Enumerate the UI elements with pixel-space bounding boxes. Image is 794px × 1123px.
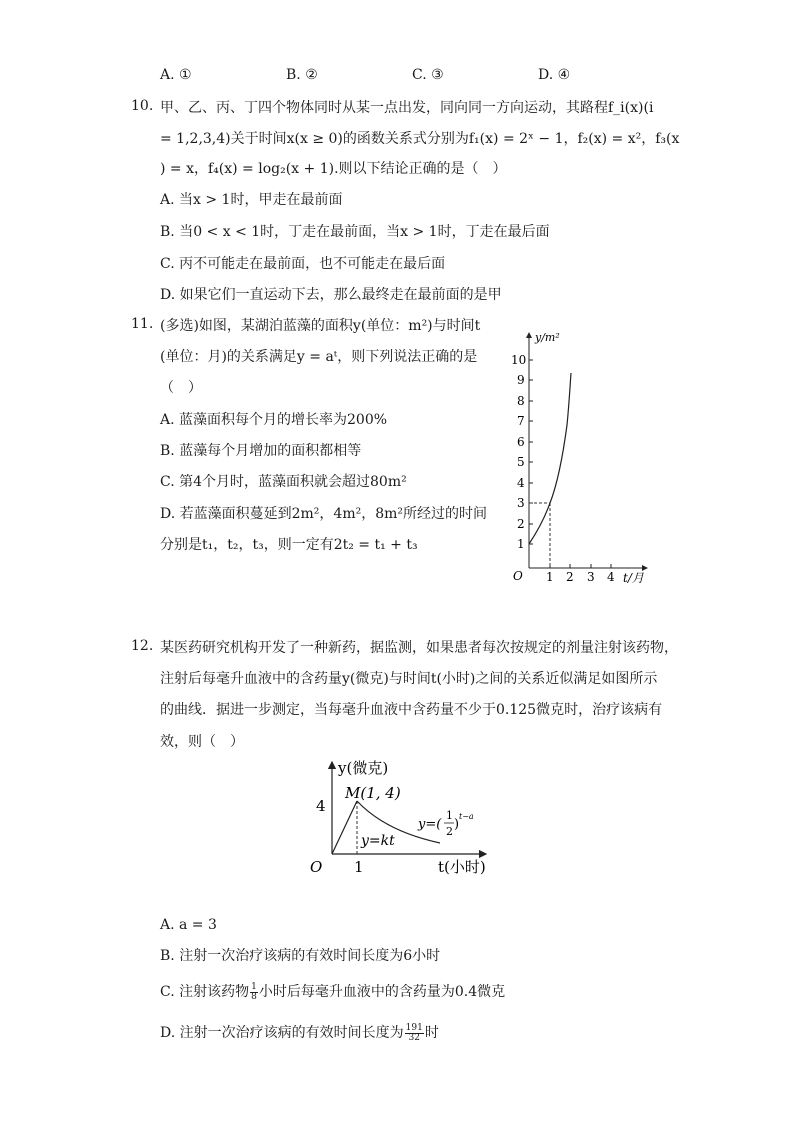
q12-curve-label-den: 2 (446, 825, 453, 838)
q12-stem-line-2: 注射后每毫升血液中的含药量y(微克)与时间t(小时)之间的关系近似满足如图所示 (160, 671, 658, 687)
q12-stem-line-3: 的曲线．据进一步测定，当每毫升血液中含药量不少于0.125微克时，治疗该病有 (160, 702, 663, 718)
q12-option-c-frac-den: 8 (251, 991, 257, 1002)
q11-graph (505, 325, 655, 587)
q10-number: 10. (131, 98, 154, 114)
q9-option-b: B. ② (286, 67, 318, 83)
q12-curve-label (417, 809, 474, 838)
q11-x-tick: 2 (566, 570, 574, 584)
q11-x-tick: 4 (607, 570, 615, 584)
q12-stem-line-4: 效，则（ ） (160, 734, 244, 750)
q12-y-axis-label: y(微克) (338, 759, 389, 777)
q12-option-d (160, 1023, 439, 1043)
q11-y-tick: 7 (517, 414, 525, 428)
q12-x-tick-1: 1 (354, 858, 364, 876)
q12-number: 12. (131, 638, 154, 654)
q11-option-b: B. 蓝藻每个月增加的面积都相等 (160, 443, 362, 459)
q11-option-a: A. 蓝藻面积每个月的增长率为200% (160, 412, 388, 428)
q10-stem-line-3: ) = x，f₄(x) = log₂(x + 1).则以下结论正确的是（ ） (160, 161, 507, 177)
q12-option-c (160, 982, 505, 1002)
q12-option-c-fraction (250, 983, 258, 1002)
q10-option-d: D. 如果它们一直运动下去，那么最终走在最前面的是甲 (160, 287, 502, 303)
q12-option-c-rest: 小时后每毫升血液中的含药量为0.4微克 (258, 984, 506, 1000)
q10-stem-line-2: = 1,2,3,4)关于时间x(x ≥ 0)的函数关系式分别为f₁(x) = 2ˣ − 1，f₂(x) = x²，f₃(x (160, 131, 680, 147)
q11-stem-line-3: （ ） (160, 380, 202, 396)
q12-option-d-frac-den: 32 (408, 1032, 420, 1043)
q12-graph (298, 756, 498, 882)
q9-option-d: D. ④ (538, 67, 571, 83)
q12-x-axis-label: t(小时) (438, 858, 486, 876)
q12-curve-label-exp: t−a (459, 812, 474, 821)
q11-origin-label: O (513, 569, 523, 583)
q12-option-d-rest: 时 (424, 1025, 439, 1041)
q12-curve-label-suffix: ) (454, 817, 460, 832)
q11-y-tick: 5 (517, 455, 525, 469)
q12-line-segment (332, 801, 357, 854)
q12-y-tick-4: 4 (316, 797, 326, 815)
q12-option-c-prefix: C. 注射该药物 (160, 984, 250, 1000)
q11-x-tick: 1 (546, 570, 554, 584)
q10-option-b: B. 当0 < x < 1时，丁走在最前面，当x > 1时，丁走在最后面 (160, 224, 550, 240)
q11-number: 11. (131, 316, 154, 332)
q12-option-d-prefix: D. 注射一次治疗该病的有效时间长度为 (160, 1025, 404, 1041)
q9-option-a: A. ① (160, 67, 192, 83)
q11-y-tick: 4 (517, 476, 525, 490)
q11-option-d-line-1: D. 若蓝藻面积蔓延到2m²，4m²，8m²所经过的时间 (160, 506, 488, 522)
q11-y-tick: 1 (517, 537, 525, 551)
q11-y-tick: 10 (511, 353, 527, 367)
q10-stem-line-1: 甲、乙、丙、丁四个物体同时从某一点出发，同向同一方向运动，其路程f_i(x)(i (160, 100, 654, 116)
q11-option-d-line-2: 分别是t₁，t₂，t₃，则一定有2t₂ = t₁ + t₃ (160, 537, 418, 553)
q11-x-tick: 3 (587, 570, 595, 584)
q12-option-c-frac-num: 1 (251, 981, 257, 992)
q11-y-tick: 6 (517, 435, 525, 449)
q11-option-c: C. 第4个月时，蓝藻面积就会超过80m² (160, 474, 407, 490)
q11-y-tick: 9 (517, 373, 525, 387)
q12-option-d-frac-num: 191 (405, 1022, 423, 1033)
q11-y-tick: 3 (517, 496, 525, 510)
q12-line-label: y=kt (361, 833, 395, 849)
q11-y-tick: 8 (517, 394, 525, 408)
q12-option-d-fraction (405, 1024, 424, 1043)
q11-x-ticks (546, 564, 615, 584)
q11-y-axis-label: y/m² (535, 331, 560, 344)
q11-y-ticks (511, 353, 533, 551)
q11-x-axis-label: t/月 (623, 571, 644, 585)
q12-curve-label-prefix: y=( (418, 817, 442, 832)
q11-stem-line-2: (单位：月)的关系满足y = aᵗ，则下列说法正确的是 (160, 349, 478, 365)
q11-y-tick: 2 (517, 517, 525, 531)
q12-origin-label: O (310, 858, 323, 876)
q12-option-a: A. a = 3 (160, 917, 217, 933)
q12-point-label: M(1, 4) (345, 784, 401, 802)
q11-stem-line-1: (多选)如图，某湖泊蓝藻的面积y(单位：m²)与时间t (160, 318, 481, 334)
q12-stem-line-1: 某医药研究机构开发了一种新药，据监测，如果患者每次按规定的剂量注射该药物， (160, 640, 678, 656)
q9-option-c: C. ③ (412, 67, 444, 83)
q12-option-b: B. 注射一次治疗该病的有效时间长度为6小时 (160, 948, 441, 964)
q10-option-c: C. 丙不可能走在最前面，也不可能走在最后面 (160, 256, 446, 272)
q12-curve-label-num: 1 (446, 809, 453, 822)
q10-option-a: A. 当x > 1时，甲走在最前面 (160, 192, 343, 208)
